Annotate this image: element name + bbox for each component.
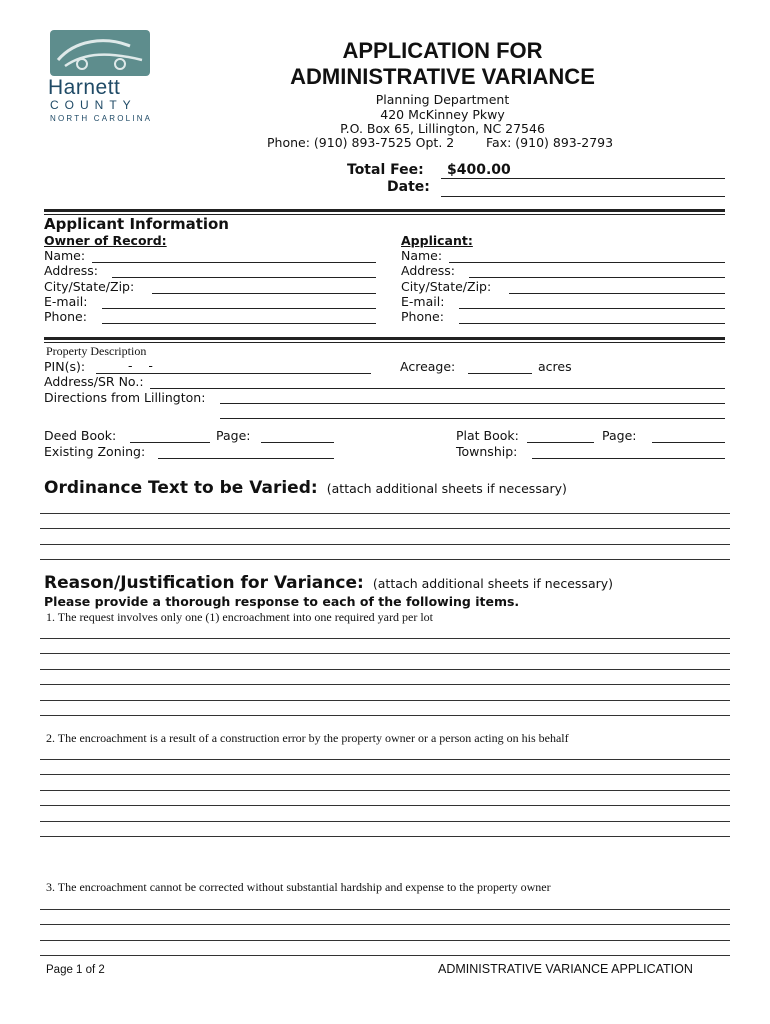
ordinance-heading: Ordinance Text to be Varied: <box>44 478 318 498</box>
reason-2-line[interactable] <box>40 759 730 760</box>
reason-heading: Reason/Justification for Variance: <box>44 573 364 593</box>
ordinance-line[interactable] <box>40 559 730 560</box>
township-field[interactable] <box>532 458 725 459</box>
footer-title: ADMINISTRATIVE VARIANCE APPLICATION <box>438 962 693 976</box>
ordinance-note: (attach additional sheets if necessary) <box>326 481 567 496</box>
section-divider-thin <box>44 342 725 343</box>
plat-book-label: Plat Book: <box>456 428 519 443</box>
ordinance-heading-row <box>44 478 567 498</box>
owner-email-field[interactable] <box>102 308 376 309</box>
owner-phone-label: Phone: <box>44 309 87 324</box>
reason-2-line[interactable] <box>40 790 730 791</box>
page-title-line2: ADMINISTRATIVE VARIANCE <box>290 64 595 89</box>
address-line2: P.O. Box 65, Lillington, NC 27546 <box>340 121 545 136</box>
acres-unit: acres <box>538 359 572 374</box>
acreage-label: Acreage: <box>400 359 456 374</box>
applicant-email-field[interactable] <box>459 308 725 309</box>
owner-phone-field[interactable] <box>102 323 376 324</box>
reason-2-line[interactable] <box>40 836 730 837</box>
reason-item-2: 2. The encroachment is a result of a construction error by the property owner or a person acting on his behalf <box>46 731 569 745</box>
reason-1-line[interactable] <box>40 715 730 716</box>
ordinance-line[interactable] <box>40 513 730 514</box>
directions-field[interactable] <box>220 403 725 404</box>
owner-name-label: Name: <box>44 248 86 263</box>
plat-page-label: Page: <box>602 428 637 443</box>
township-label: Township: <box>456 444 518 459</box>
logo-name: Harnett <box>48 76 121 99</box>
reason-1-line[interactable] <box>40 653 730 654</box>
reason-item-1: 1. The request involves only one (1) encroachment into one required yard per lot <box>46 610 433 624</box>
reason-2-line[interactable] <box>40 821 730 822</box>
applicant-email-label: E-mail: <box>401 294 445 309</box>
pin-mask: - - <box>128 358 153 373</box>
owner-address-field[interactable] <box>112 277 376 278</box>
logo-emblem <box>50 30 150 76</box>
deed-page-label: Page: <box>216 428 251 443</box>
directions-field-2[interactable] <box>220 418 725 419</box>
section-divider <box>44 337 725 340</box>
applicant-heading: Applicant: <box>401 233 473 248</box>
date-label: Date: <box>387 179 430 195</box>
reason-heading-row <box>44 573 613 593</box>
total-fee-label: Total Fee: <box>347 162 424 178</box>
zoning-field[interactable] <box>158 458 334 459</box>
reason-1-line[interactable] <box>40 700 730 701</box>
property-address-field[interactable] <box>150 388 725 389</box>
deed-book-field[interactable] <box>130 442 210 443</box>
acreage-field[interactable] <box>468 373 532 374</box>
department: Planning Department <box>375 92 510 107</box>
deed-page-field[interactable] <box>261 442 334 443</box>
directions-label: Directions from Lillington: <box>44 390 206 405</box>
property-heading: Property Description <box>46 344 147 358</box>
applicant-phone-label: Phone: <box>401 309 444 324</box>
property-address-label: Address/SR No.: <box>44 374 144 389</box>
reason-1-line[interactable] <box>40 669 730 670</box>
section-divider <box>44 209 725 212</box>
plat-page-field[interactable] <box>652 442 725 443</box>
page-number: Page 1 of 2 <box>46 964 105 976</box>
applicant-city-field[interactable] <box>509 293 725 294</box>
owner-address-label: Address: <box>44 263 98 278</box>
reason-item-3: 3. The encroachment cannot be corrected without substantial hardship and expense to the property owner <box>46 880 551 894</box>
deed-book-label: Deed Book: <box>44 428 117 443</box>
ordinance-line[interactable] <box>40 528 730 529</box>
total-fee-line <box>441 178 725 179</box>
applicant-info-heading: Applicant Information <box>44 215 229 233</box>
plat-book-field[interactable] <box>527 442 594 443</box>
owner-city-label: City/State/Zip: <box>44 279 135 294</box>
fax-number: Fax: (910) 893-2793 <box>486 135 614 150</box>
reason-3-line[interactable] <box>40 909 730 910</box>
reason-3-line[interactable] <box>40 955 730 956</box>
phone-number: Phone: (910) 893-7525 Opt. 2 <box>267 135 455 150</box>
zoning-label: Existing Zoning: <box>44 444 146 459</box>
address-line1: 420 McKinney Pkwy <box>380 107 505 122</box>
page-title-line1: APPLICATION FOR <box>342 38 543 63</box>
applicant-name-field[interactable] <box>449 262 725 263</box>
applicant-name-label: Name: <box>401 248 443 263</box>
reason-1-line[interactable] <box>40 684 730 685</box>
county-logo <box>46 30 156 125</box>
applicant-address-field[interactable] <box>469 277 725 278</box>
reason-3-line[interactable] <box>40 924 730 925</box>
applicant-phone-field[interactable] <box>459 323 725 324</box>
applicant-address-label: Address: <box>401 263 455 278</box>
date-field[interactable] <box>441 196 725 197</box>
ordinance-line[interactable] <box>40 544 730 545</box>
owner-name-field[interactable] <box>92 262 376 263</box>
reason-instruction: Please provide a thorough response to each of the following items. <box>44 594 520 609</box>
total-fee-value: $400.00 <box>447 162 511 178</box>
pin-label: PIN(s): <box>44 359 86 374</box>
logo-state: NORTH CAROLINA <box>50 114 153 123</box>
logo-county: COUNTY <box>50 98 137 112</box>
reason-2-line[interactable] <box>40 774 730 775</box>
owner-heading: Owner of Record: <box>44 233 167 248</box>
owner-city-field[interactable] <box>152 293 376 294</box>
applicant-city-label: City/State/Zip: <box>401 279 492 294</box>
reason-2-line[interactable] <box>40 805 730 806</box>
owner-email-label: E-mail: <box>44 294 88 309</box>
reason-1-line[interactable] <box>40 638 730 639</box>
reason-3-line[interactable] <box>40 940 730 941</box>
reason-note: (attach additional sheets if necessary) <box>372 576 614 591</box>
